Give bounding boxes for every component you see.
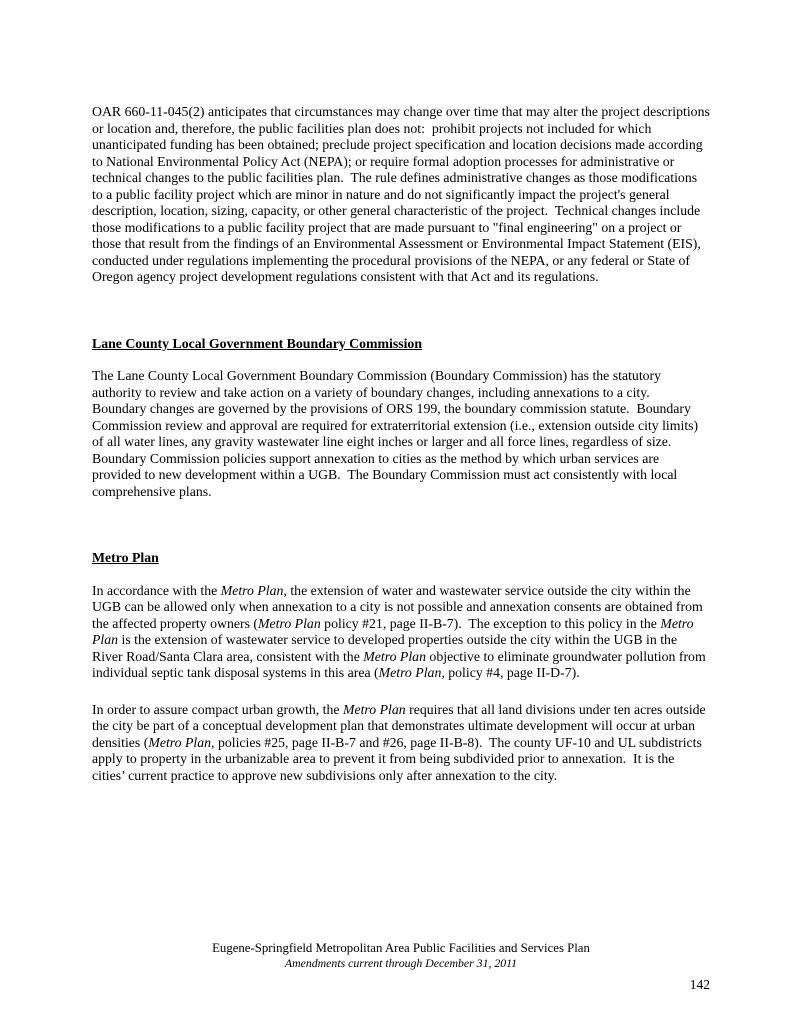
paragraph-metro-plan-growth — [92, 702, 710, 785]
text-segment: Metro Plan — [342, 701, 406, 717]
text-segment: policy #21, page II-B-7). The exception to this policy in the — [320, 615, 661, 631]
document-body — [92, 104, 714, 804]
footer-amendments-note: Amendments current through December 31, 2011 — [284, 956, 518, 970]
paragraph-boundary-commission: The Lane County Local Government Boundary Commission (Boundary Commission) has the statutory authority to review and take action on a variety of boundary changes, including annexations to a city. Boundary changes are governed by the provisions of ORS 199, the boundary commission statute. Boundary Commission review and approval are required for extraterritorial extension (i.e., extension outside city limits) of all water lines, any gravity wastewater line eight inches or larger and all force lines, regardless of size. Boundary Commission policies support annexation to cities as the method by which urban services are provided to new development within a UGB. The Boundary Commission must act consistently with local comprehensive plans. — [92, 368, 702, 499]
heading-boundary-commission: Lane County Local Government Boundary Commission — [92, 335, 423, 351]
paragraph-metro-plan-service — [92, 583, 710, 682]
text-segment: In accordance with the — [92, 582, 221, 598]
text-segment: Metro Plan — [92, 615, 698, 647]
text-segment: Metro Plan — [258, 615, 321, 631]
page-number: 142 — [689, 977, 710, 992]
text-segment: requires that all land divisions under ten acres outside the city be part of a conceptual development plan that demonstrates ultimate development will occur at urban densities ( — [92, 701, 710, 750]
text-segment: Metro Plan, — [148, 734, 215, 750]
footer-plan-title: Eugene-Springfield Metropolitan Area Public Facilities and Services Plan — [212, 941, 590, 955]
text-segment: , the extension of water and wastewater service outside the city within the UGB can be allowed only when annexation to a city is not possible and annexation consents are obtained from the affected property owners ( — [92, 582, 707, 631]
text-segment: , policy #4, page II-D-7). — [441, 665, 580, 680]
text-segment: In order to assure compact urban growth, the — [92, 701, 343, 717]
heading-metro-plan: Metro Plan — [92, 550, 159, 565]
text-segment: Metro Plan — [363, 648, 426, 664]
text-segment: is the extension of wastewater service to developed properties outside the city within the UGB in the River Road/Santa Clara area, consistent with the — [92, 632, 681, 664]
text-segment: Metro Plan — [378, 665, 442, 680]
page-footer — [92, 941, 710, 970]
text-segment: objective to eliminate groundwater pollution from individual septic tank disposal systems in this area ( — [92, 648, 710, 680]
paragraph-oar-rule: OAR 660-11-045(2) anticipates that circumstances may change over time that may alter the project descriptions or location and, therefore, the public facilities plan does not: prohibit projects not included for which unanticipated funding has been obtained; preclude project specification and location decisions made according to National Environmental Policy Act (NEPA); or require formal adoption processes for administrative or technical changes to the public facilities plan. The rule defines administrative changes as those modifications to a public facility project which are minor in nature and do not significantly impact the project's general description, location, sizing, capacity, or other general characteristic of the project. Technical changes include those modifications to a public facility project that are made pursuant to "final engineering" on a project or those that result from the findings of an Environmental Assessment or Environmental Impact Statement (EIS), conducted under regulations implementing the procedural provisions of the NEPA, or any federal or State of Oregon agency project development regulations consistent with that Act and its regulations. — [92, 104, 714, 284]
text-segment: policies #25, page II-B-7 and #26, page II-B-8). The county UF-10 and UL subdistricts apply to property in the urbanizable area to prevent it from being subdivided prior to annexation. It is the cities’ current practice to approve new subdivisions only after annexation to the city. — [92, 734, 706, 783]
text-segment: Metro Plan — [220, 582, 284, 598]
